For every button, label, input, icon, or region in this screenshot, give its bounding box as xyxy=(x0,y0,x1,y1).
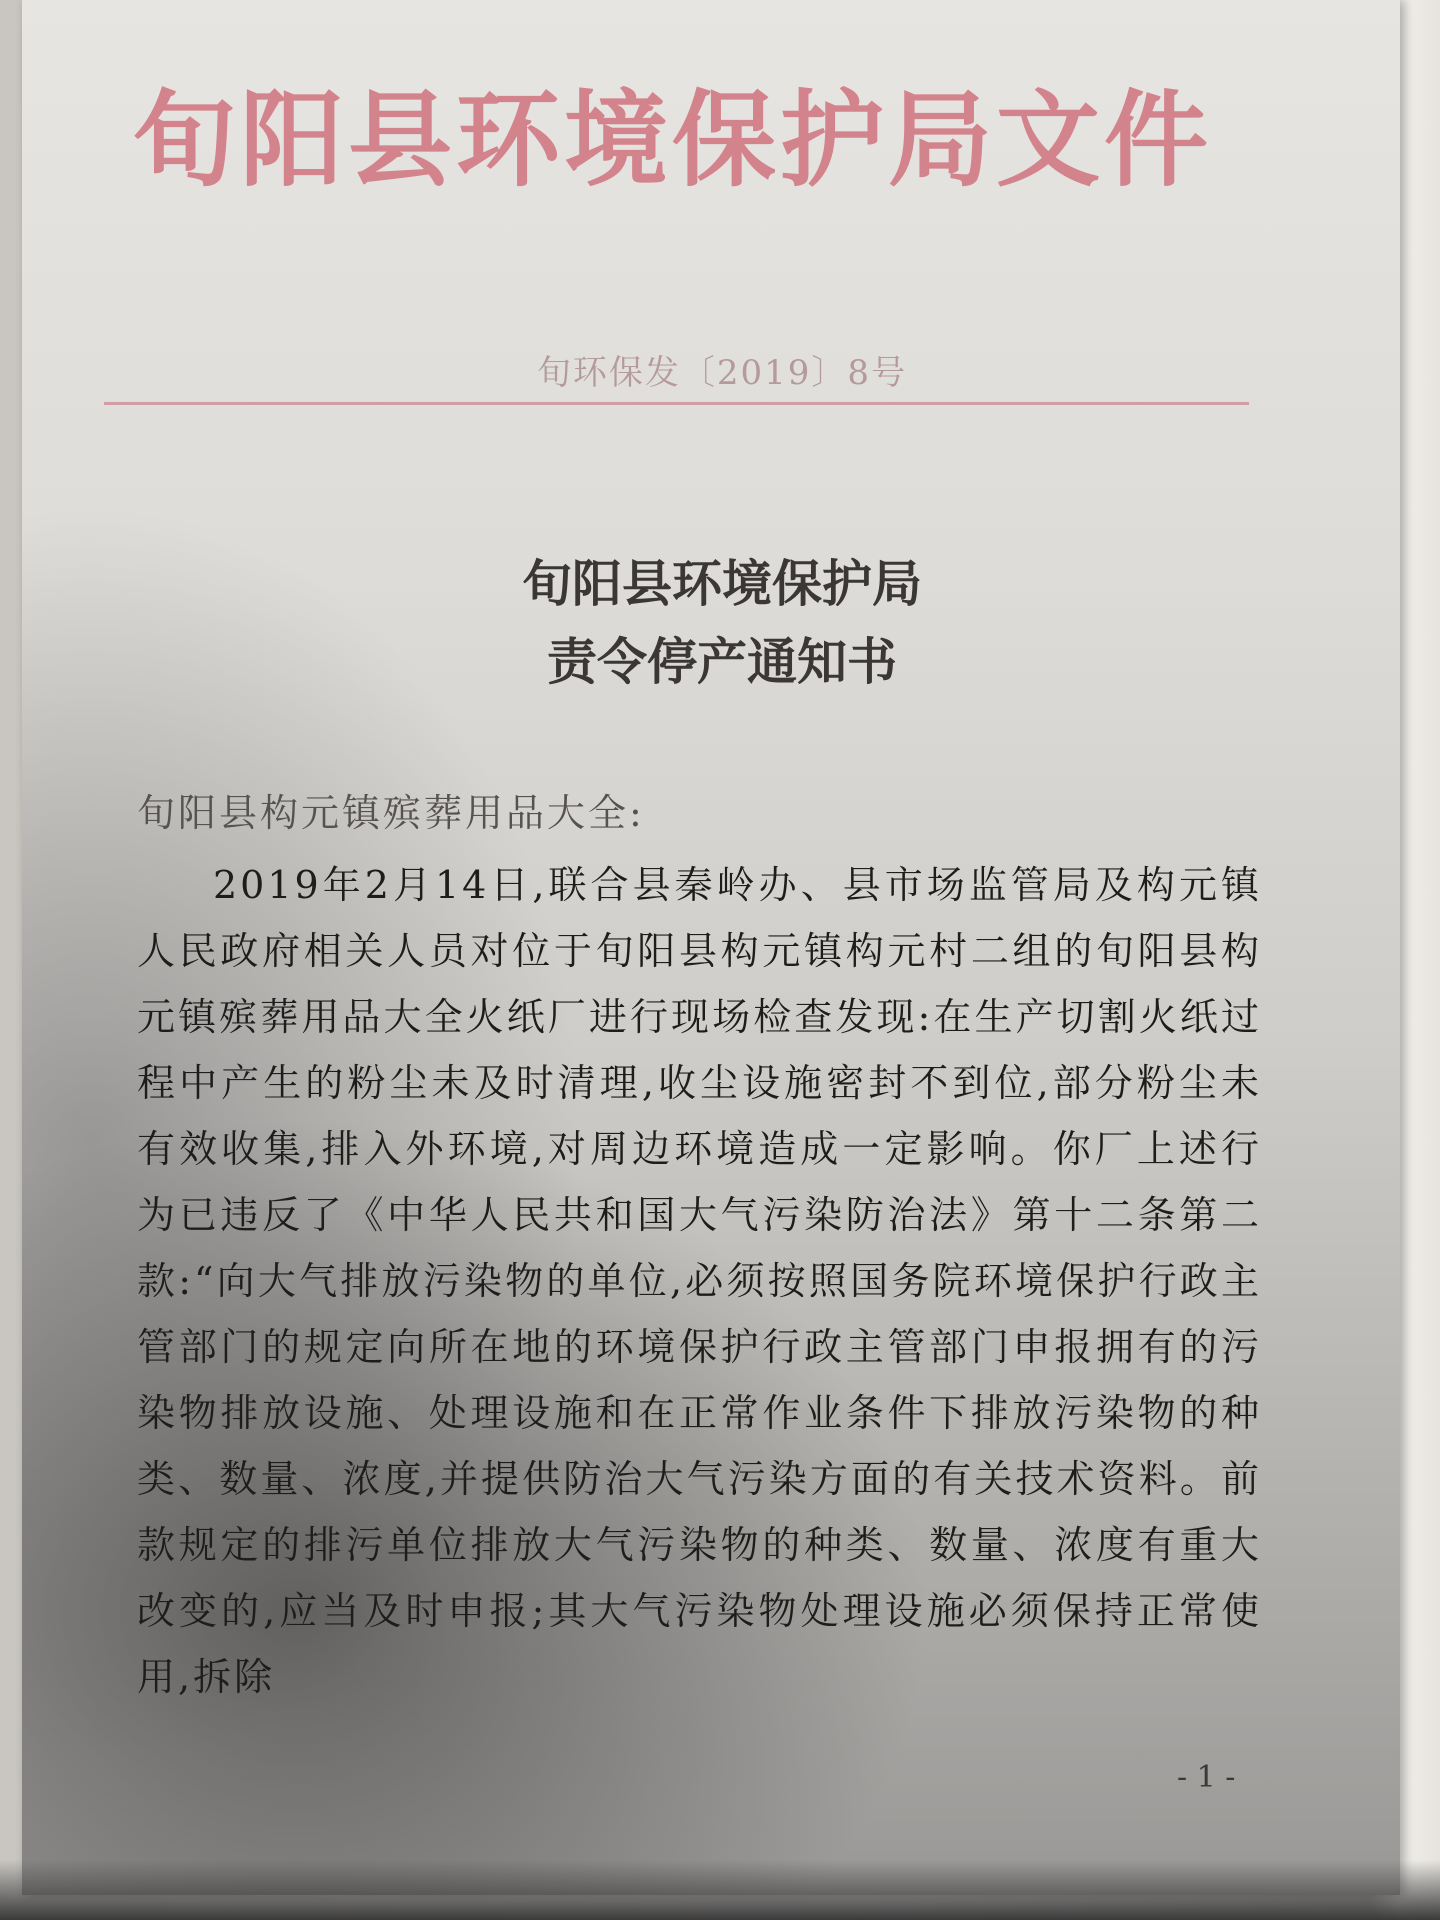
title-line-1: 旬阳县环境保护局 xyxy=(522,554,922,613)
notice-body xyxy=(137,780,1262,1710)
title-line-2: 责令停产通知书 xyxy=(547,632,897,691)
document-page xyxy=(22,0,1400,1895)
notice-title xyxy=(22,545,1422,701)
salutation: 旬阳县构元镇殡葬用品大全: xyxy=(137,791,645,835)
bottom-shadow xyxy=(0,1860,1440,1920)
letterhead-title: 旬阳县环境保护局文件 xyxy=(132,78,1213,201)
red-divider-line xyxy=(104,402,1249,405)
page-number: - 1 - xyxy=(1177,1760,1236,1795)
document-number: 旬环保发〔2019〕8号 xyxy=(536,353,908,393)
body-paragraph: 2019年2月14日,联合县秦岭办、县市场监管局及构元镇人民政府相关人员对位于旬阳县构元镇构元村二组的旬阳县构元镇殡葬用品大全火纸厂进行现场检查发现:在生产切割火纸过程中产生的粉尘未及时清理,收尘设施密封不到位,部分粉尘未有效收集,排入外环境,对周边环境造成一定影响。你厂上述行为已违反了《中华人民共和国大气污染防治法》第十二条第二款:“向大气排放污染物的单位,必须按照国务院环境保护行政主管部门的规定向所在地的环境保护行政主管部门申报拥有的污染物排放设施、处理设施和在正常作业条件下排放污染物的种类、数量、浓度,并提供防治大气污染方面的有关技术资料。前款规定的排污单位排放大气污染物的种类、数量、浓度有重大改变的,应当及时申报;其大气污染物处理设施必须保持正常使用,拆除 xyxy=(137,863,1262,1699)
